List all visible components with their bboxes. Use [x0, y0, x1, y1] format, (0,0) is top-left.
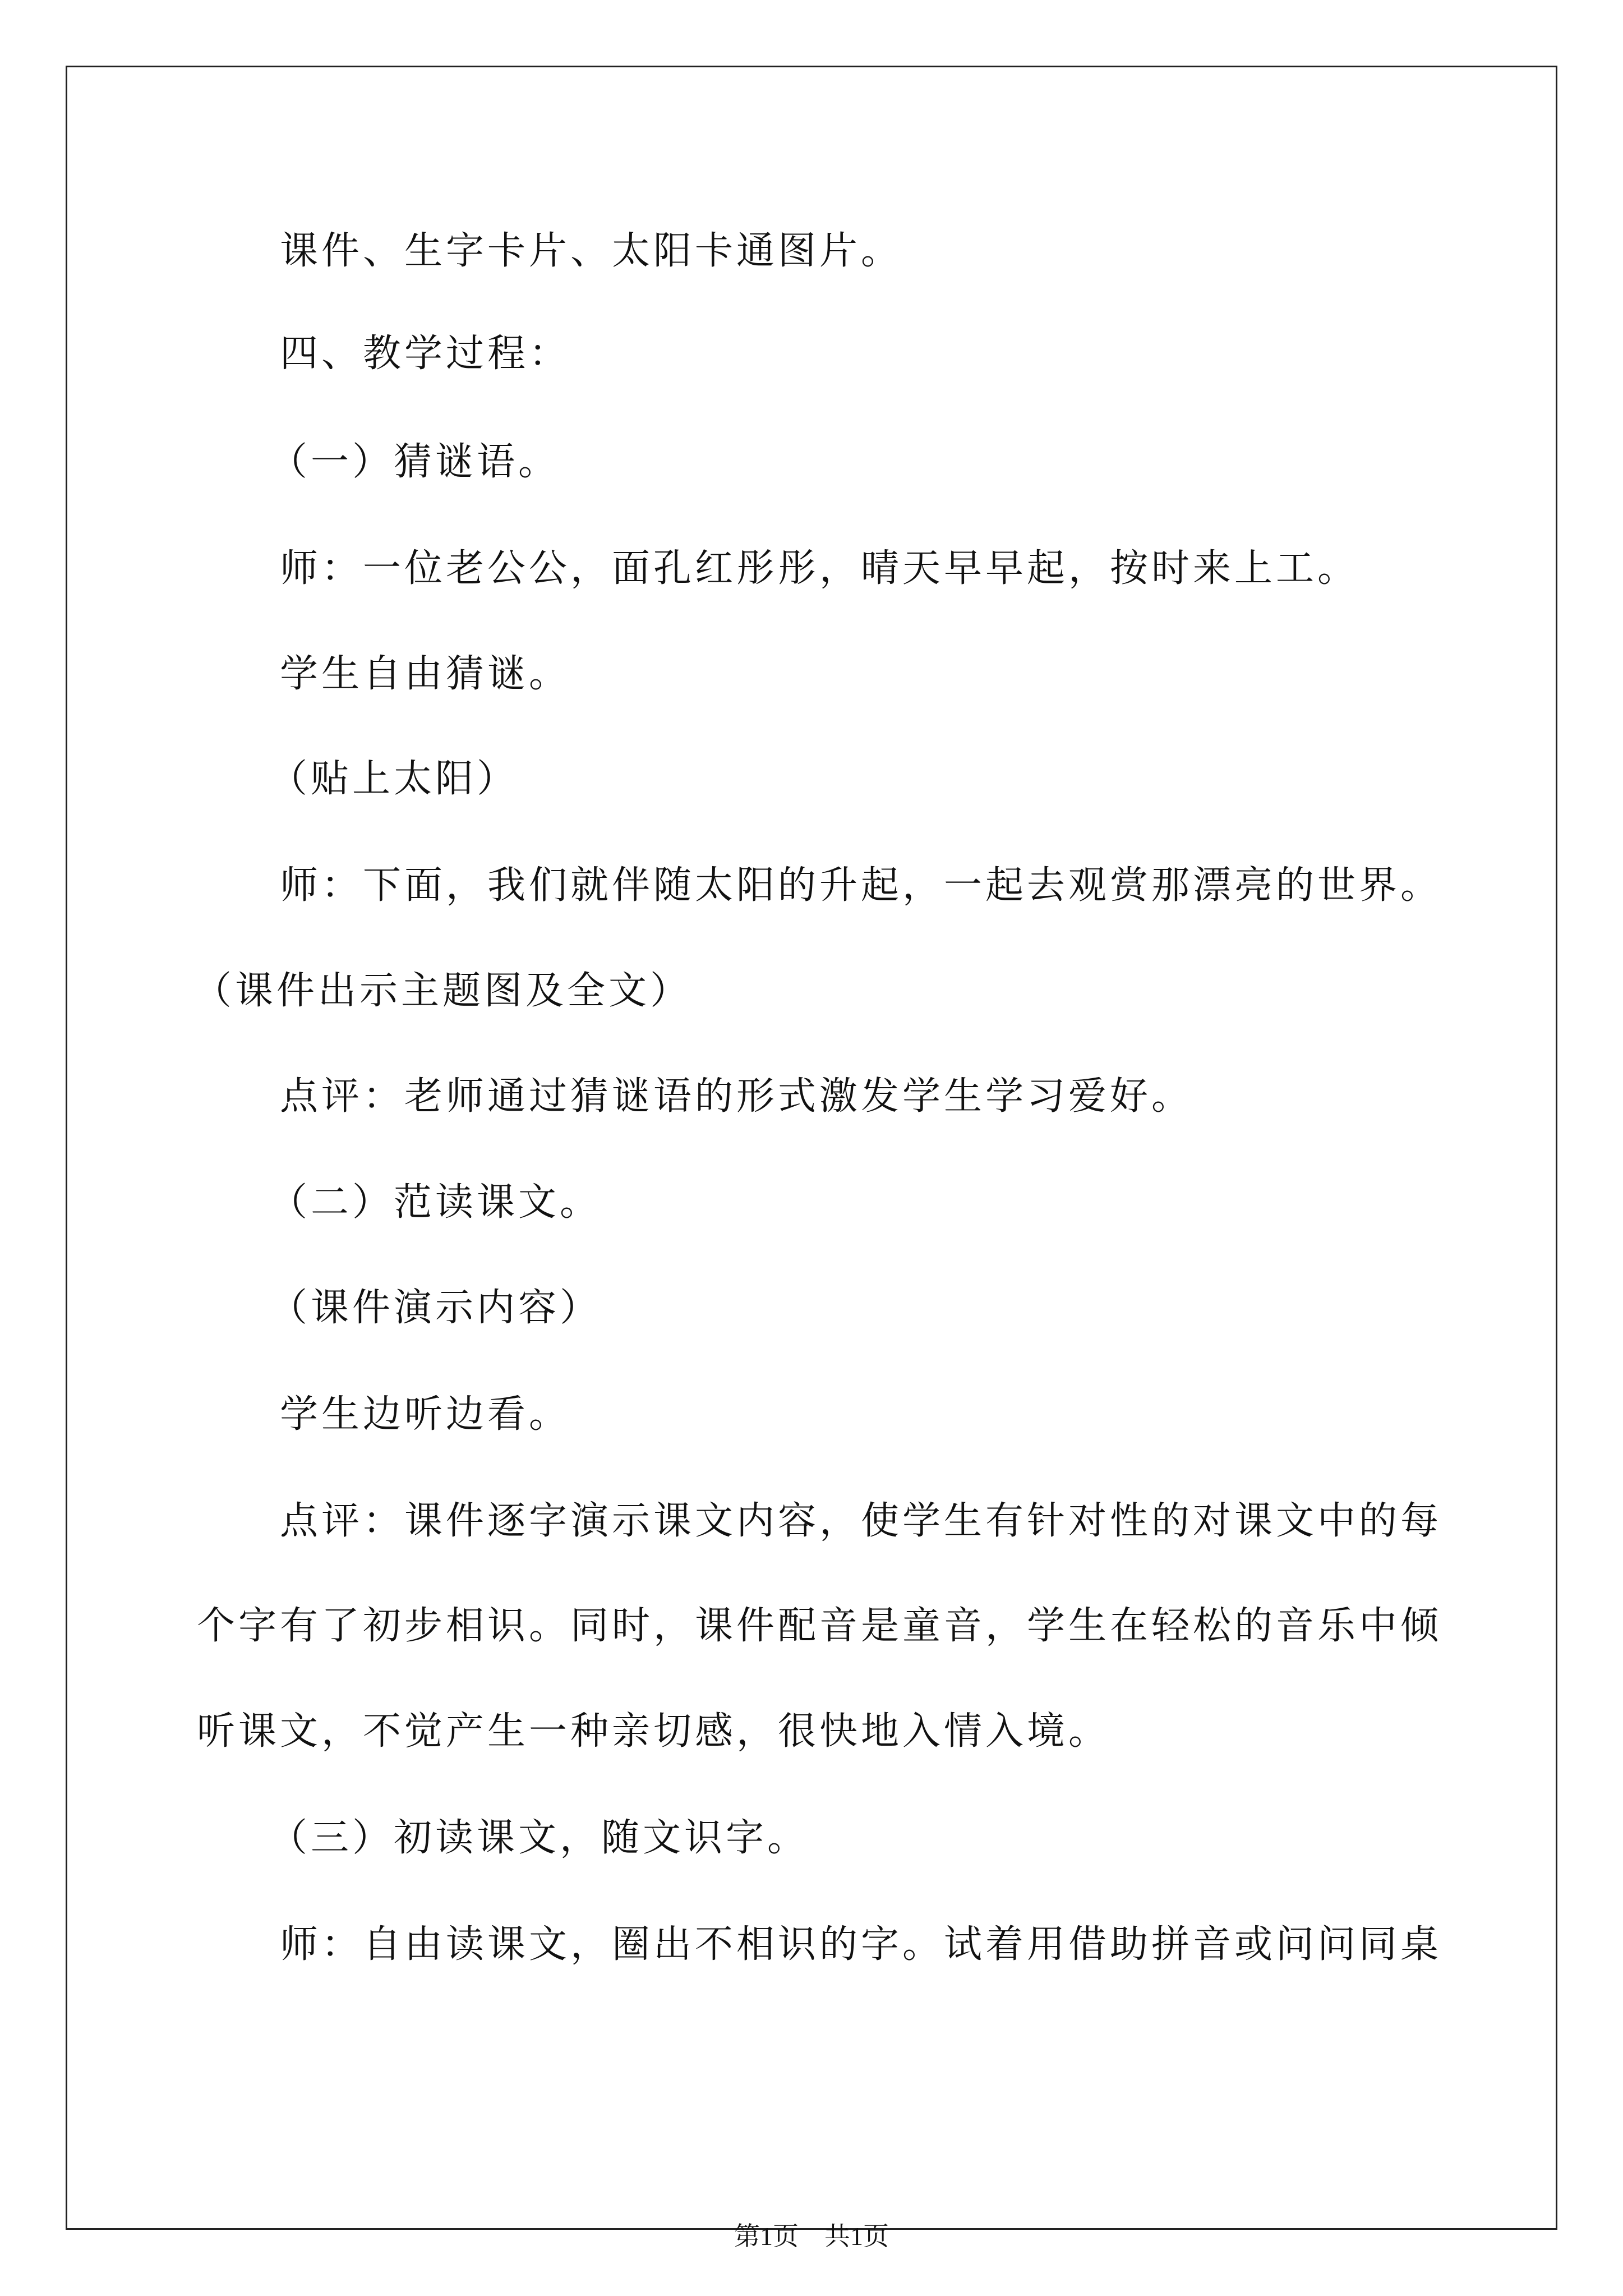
paragraph-comment-1: 点评：老师通过猜谜语的形式激发学生学习爱好。: [280, 1074, 1193, 1119]
paragraph-teacher-next: 师：下面，我们就伴随太阳的升起，一起去观赏那漂亮的世界。: [280, 863, 1442, 908]
paragraph-materials: 课件、生字卡片、太阳卡通图片。: [280, 229, 903, 273]
paragraph-comment-2-line-2: 个字有了初步相识。同时，课件配音是童音，学生在轻松的音乐中倾: [197, 1604, 1442, 1648]
paragraph-comment-2-line-1: 点评：课件逐字演示课文内容，使学生有针对性的对课文中的每: [280, 1499, 1442, 1543]
heading-model-reading: （二）范读课文。: [269, 1180, 602, 1225]
paragraph-students-guess: 学生自由猜谜。: [280, 652, 571, 696]
heading-riddle: （一）猜谜语。: [269, 440, 560, 484]
page-number-footer: 第1页 共1页: [734, 2222, 889, 2251]
heading-teaching-process: 四、教学过程：: [280, 332, 571, 376]
page-border: [66, 66, 1557, 2230]
paragraph-teacher-riddle: 师：一位老公公，面孔红彤彤，晴天早早起，按时来上工。: [280, 546, 1359, 591]
heading-first-reading: （三）初读课文，随文识字。: [269, 1816, 809, 1860]
paragraph-teacher-free-reading: 师：自由读课文，圈出不相识的字。试着用借助拼音或问问同桌: [280, 1922, 1442, 1967]
paragraph-courseware-demo: （课件演示内容）: [269, 1286, 602, 1330]
paragraph-listen-watch: 学生边听边看。: [280, 1392, 571, 1437]
paragraph-comment-2-line-3: 听课文，不觉产生一种亲切感，很快地入情入境。: [197, 1709, 1110, 1754]
paragraph-courseware-show: （课件出示主题图及全文）: [193, 969, 692, 1013]
paragraph-stick-sun: （贴上太阳）: [269, 757, 519, 801]
